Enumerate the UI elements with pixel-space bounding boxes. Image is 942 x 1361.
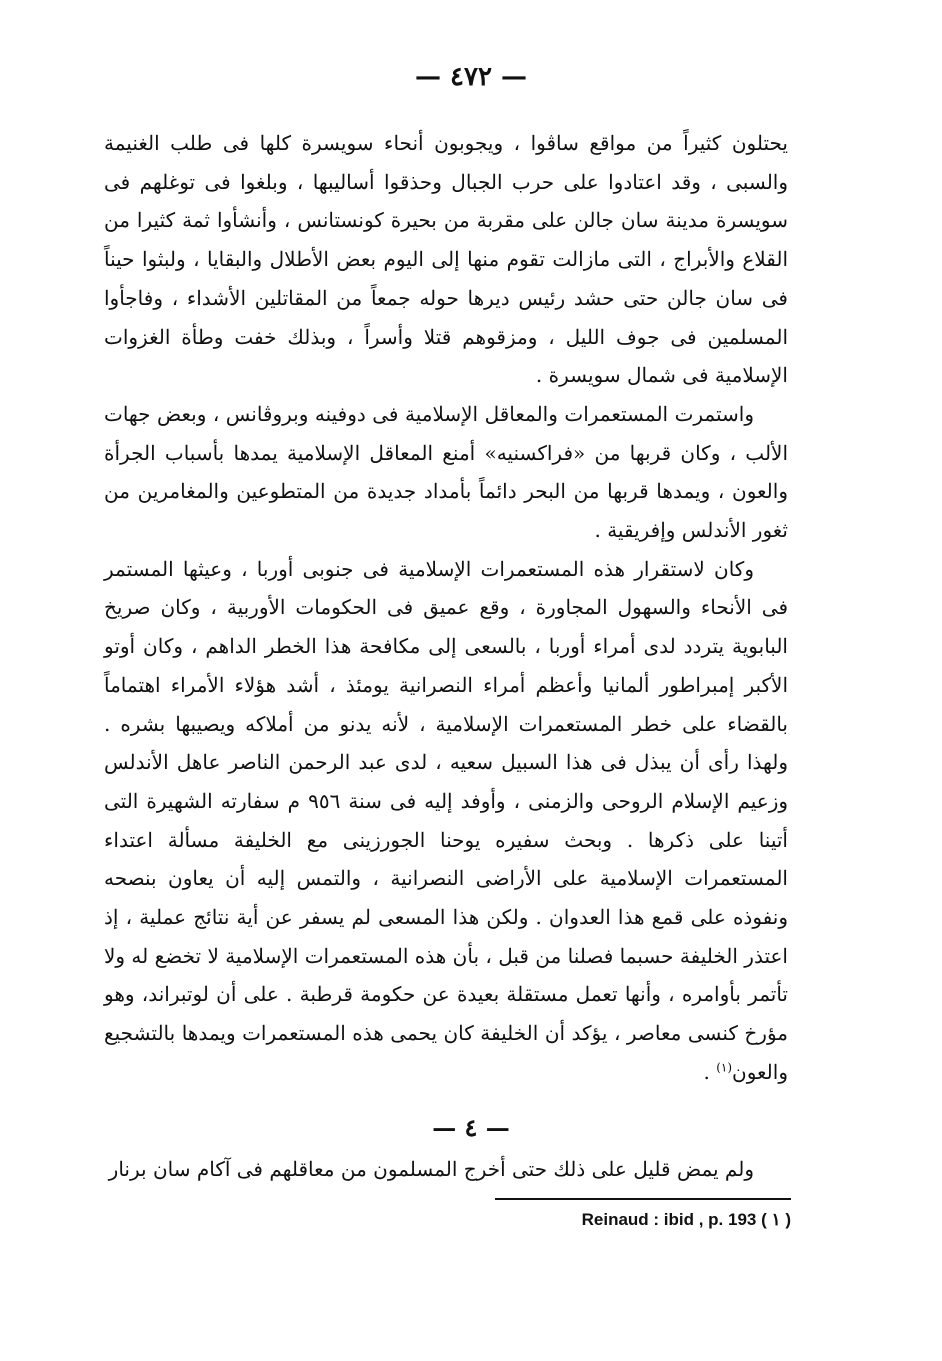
footnote-divider	[495, 1198, 791, 1200]
body-text	[104, 124, 788, 1092]
paragraph-3-text: وكان لاستقرار هذه المستعمرات الإسلامية فى جنوبى أوربا ، وعيثها المستمر فى الأنحاء والسهول المجاورة ، وقع عميق فى الحكومات الأوربية ، وكان صريخ البابوية يتردد لدى أمراء أوربا ، بالسعى إلى مكافحة هذا الخطر الداهم ، وكان أوتو الأكبر إمبراطور ألمانيا وأعظم أمراء النصرانية يومئذ ، أشد هؤلاء الأمراء اهتماماً بالقضاء على خطر المستعمرات الإسلامية ، لأنه يدنو من أملاكه ويصيبها بشره . ولهذا رأى أن يبذل فى هذا السبيل سعيه ، لدى عبد الرحمن الناصر عاهل الأندلس وزعيم الإسلام الروحى والزمنى ، وأوفد إليه فى سنة ٩٥٦ م سفارته الشهيرة التى أتينا على ذكرها . وبحث سفيره يوحنا الجورزينى مع الخليفة مسألة اعتداء المستعمرات الإسلامية على الأراضى النصرانية ، والتمس إليه أن يعاون بنصحه ونفوذه على قمع هذا العدوان . ولكن هذا المسعى لم يسفر عن أية نتائج عملية ، إذ اعتذر الخليفة حسبما فصلنا من قبل ، بأن هذه المستعمرات الإسلامية لا تخضع له ولا تأتمر بأوامره ، وأنها تعمل مستقلة بعيدة عن حكومة قرطبة . على أن لوتبراند، وهو مؤرخ كنسى معاصر ، يؤكد أن الخليفة كان يحمى هذه المستعمرات ويمدها بالتشجيع والعون	[104, 556, 789, 1084]
page-number: — ٤٧٢ —	[414, 62, 528, 92]
footnote-reference: (١)	[716, 1060, 733, 1075]
paragraph-1: يحتلون كثيراً من مواقع ساڤوا ، ويجوبون أنحاء سويسرة كلها فى طلب الغنيمة والسبى ، وقد اعتادوا على حرب الجبال وحذقوا أساليبها ، وبلغوا فى توغلهم فى سويسرة مدينة سان جالن على مقربة من بحيرة كونستانس ، وأنشأوا ثمة كثيرا من القلاع والأبراج ، التى مازالت تقوم منها إلى اليوم بعض الأطلال والبقايا ، ولبثوا حيناً فى سان جالن حتى حشد رئيس ديرها حوله جمعاً من المقاتلين الأشداء ، وفاجأوا المسلمين فى جوف الليل ، ومزقوهم قتلا وأسراً ، وبذلك خفت وطأة الغزوات الإسلامية فى شمال سويسرة .	[104, 131, 788, 388]
paragraph-2: واستمرت المستعمرات والمعاقل الإسلامية فى دوفينه وبروڤانس ، وبعض جهات الألب ، وكان قربها من «فراكسنيه» أمنع المعاقل الإسلامية يمدها بأسباب الجرأة والعون ، ويمدها قربها من البحر دائماً بأمداد جديدة من المتطوعين والمغامرين من ثغور الأندلس وإفريقية .	[104, 401, 788, 543]
section-marker: — ٤ —	[432, 1113, 510, 1142]
paragraph-3	[104, 550, 788, 1092]
paragraph-3-tail: .	[703, 1059, 717, 1084]
footnote: Reinaud : ibid , p. 193 ( ١ )	[581, 1210, 791, 1229]
continuation-line: ولم يمض قليل على ذلك حتى أخرج المسلمون من معاقلهم فى آكام سان برنار	[108, 1157, 754, 1181]
